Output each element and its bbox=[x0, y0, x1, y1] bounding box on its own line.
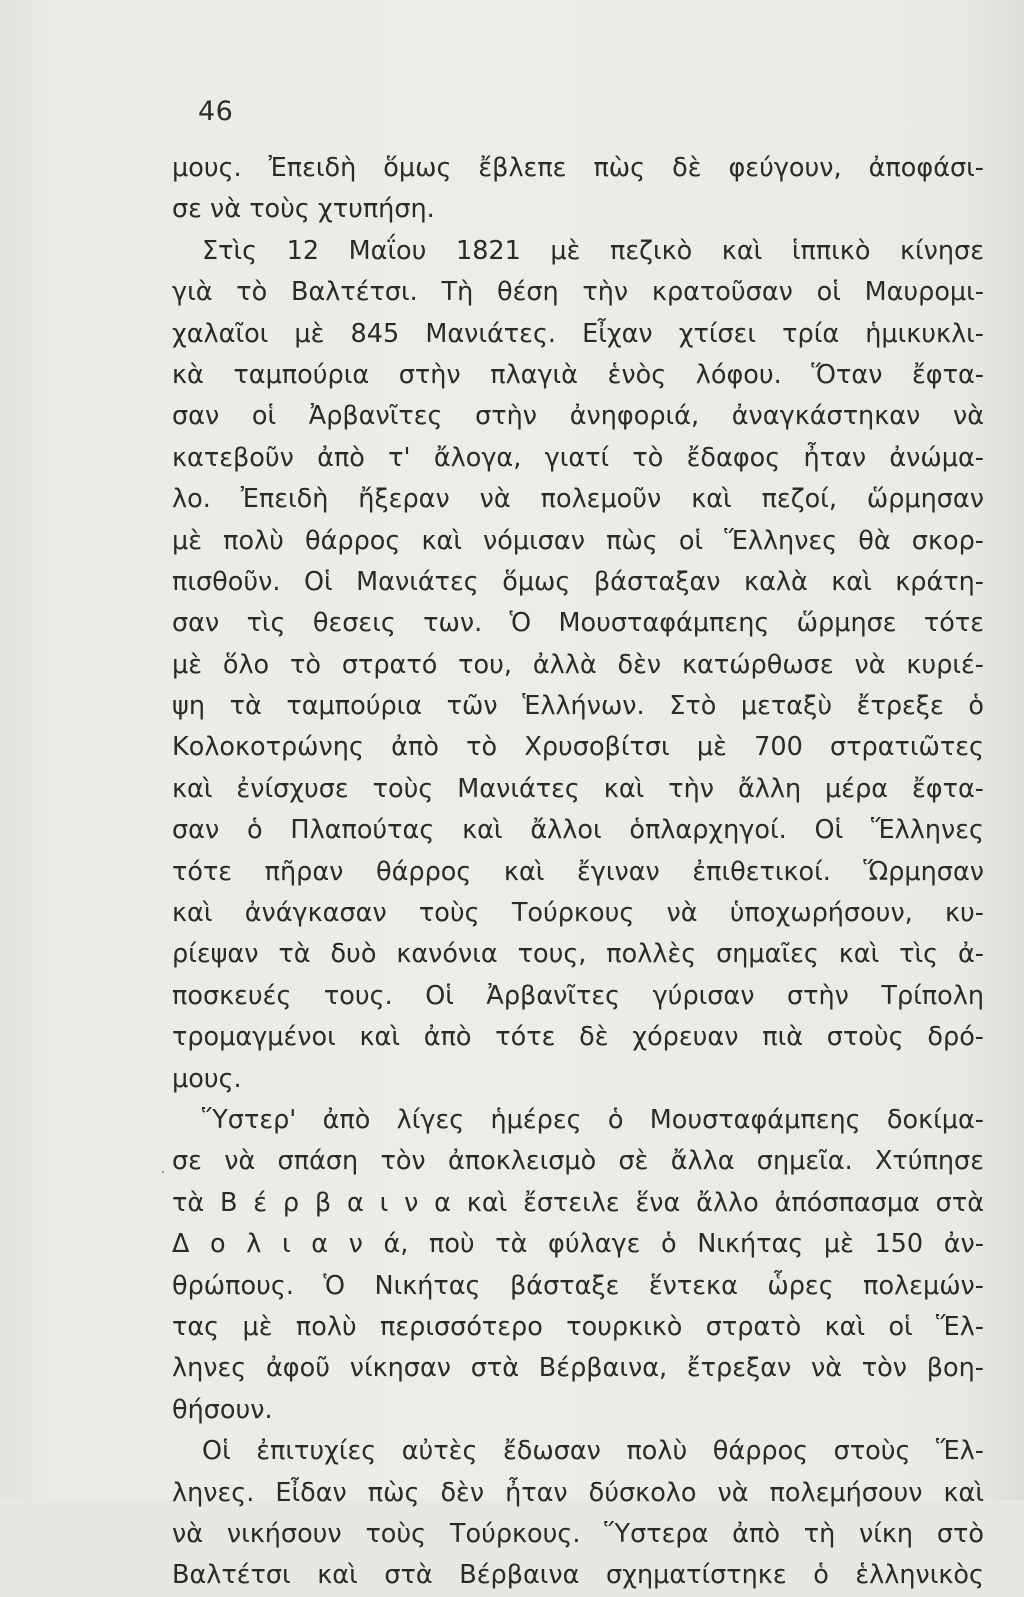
text-line: τὰ Β έ ρ β α ι ν α καὶ ἔστειλε ἕνα ἄλλο ἀπόσπασμα στὰ bbox=[172, 1187, 984, 1218]
text-line: θρώπους. Ὁ Νικήτας βάσταξε ἕντεκα ὧρες πολεμών- bbox=[172, 1270, 984, 1301]
text-line: Δ ο λ ι α ν ά, ποὺ τὰ φύλαγε ὁ Νικήτας μὲ 150 ἀν- bbox=[172, 1229, 984, 1260]
page-number: 46 bbox=[198, 96, 234, 127]
text-line: σε νὰ τοὺς χτυπήση. bbox=[172, 194, 435, 225]
text-line: λο. Ἐπειδὴ ἤξεραν νὰ πολεμοῦν καὶ πεζοί, ὥρμησαν bbox=[172, 484, 984, 515]
text-line: χαλαῖοι μὲ 845 Μανιάτες. Εἶχαν χτίσει τρία ἡμικυκλι- bbox=[172, 318, 984, 349]
text-line: γιὰ τὸ Βαλτέτσι. Τὴ θέση τὴν κρατοῦσαν οἱ Μαυρομι- bbox=[172, 277, 984, 308]
text-line: σαν ὁ Πλαπούτας καὶ ἄλλοι ὁπλαρχηγοί. Οἱ Ἕλληνες bbox=[172, 815, 984, 846]
text-line: πισθοῦν. Οἱ Μανιάτες ὅμως βάσταξαν καλὰ καὶ κράτη- bbox=[172, 566, 984, 597]
text-line: Ὕστερ' ἀπὸ λίγες ἡμέρες ὁ Μουσταφάμπεης δοκίμα- bbox=[202, 1104, 984, 1135]
ink-spot: · bbox=[160, 1162, 166, 1183]
text-line: ληνες. Εἶδαν πὼς δὲν ἦταν δύσκολο νὰ πολεμήσουν καὶ bbox=[172, 1477, 984, 1508]
text-line: ρίεψαν τὰ δυὸ κανόνια τους, πολλὲς σημαῖες καὶ τὶς ἀ- bbox=[172, 939, 984, 970]
text-line: ψη τὰ ταμπούρια τῶν Ἑλλήνων. Στὸ μεταξὺ ἔτρεξε ὁ bbox=[172, 691, 984, 722]
text-line: τότε πῆραν θάρρος καὶ ἔγιναν ἐπιθετικοί. Ὥρμησαν bbox=[172, 856, 984, 887]
text-line: τρομαγμένοι καὶ ἀπὸ τότε δὲ χόρευαν πιὰ στοὺς δρό- bbox=[172, 1022, 984, 1053]
text-line: νὰ νικήσουν τοὺς Τούρκους. Ὕστερα ἀπὸ τὴ νίκη στὸ bbox=[172, 1518, 984, 1549]
text-line: καὶ ἀνάγκασαν τοὺς Τούρκους νὰ ὑποχωρήσουν, κυ- bbox=[172, 898, 984, 929]
text-line: σαν οἱ Ἀρβανῖτες στὴν ἀνηφοριά, ἀναγκάστηκαν νὰ bbox=[172, 401, 984, 432]
text-line: τας μὲ πολὺ περισσότερο τουρκικὸ στρατὸ καὶ οἱ Ἕλ- bbox=[172, 1311, 984, 1342]
text-line: μους. bbox=[172, 1063, 242, 1094]
text-line: κὰ ταμπούρια στὴν πλαγιὰ ἑνὸς λόφου. Ὅταν ἔφτα- bbox=[172, 359, 984, 390]
body-text bbox=[172, 148, 984, 1597]
text-line: κατεβοῦν ἀπὸ τ' ἄλογα, γιατί τὸ ἔδαφος ἦταν ἀνώμα- bbox=[172, 442, 984, 473]
text-line: θήσουν. bbox=[172, 1394, 273, 1425]
text-line: Κολοκοτρώνης ἀπὸ τὸ Χρυσοβίτσι μὲ 700 στρατιῶτες bbox=[172, 732, 984, 763]
text-line: Βαλτέτσι καὶ στὰ Βέρβαινα σχηματίστηκε ὁ ἑλληνικὸς bbox=[172, 1560, 984, 1591]
text-line: μὲ πολὺ θάρρος καὶ νόμισαν πὼς οἱ Ἕλληνες θὰ σκορ- bbox=[172, 525, 984, 556]
text-line: ληνες ἀφοῦ νίκησαν στὰ Βέρβαινα, ἔτρεξαν νὰ τὸν βοη- bbox=[172, 1353, 984, 1384]
text-line: μους. Ἐπειδὴ ὅμως ἔβλεπε πὼς δὲ φεύγουν, ἀποφάσι- bbox=[172, 153, 984, 183]
text-line: σαν τὶς θεσεις των. Ὁ Μουσταφάμπεης ὥρμησε τότε bbox=[172, 608, 984, 639]
text-line: σε νὰ σπάση τὸν ἀποκλεισμὸ σὲ ἄλλα σημεῖα. Χτύπησε bbox=[172, 1146, 984, 1177]
text-line: καὶ ἐνίσχυσε τοὺς Μανιάτες καὶ τὴν ἄλλη μέρα ἔφτα- bbox=[172, 773, 984, 804]
text-line: Οἱ ἐπιτυχίες αὐτὲς ἔδωσαν πολὺ θάρρος στοὺς Ἕλ- bbox=[202, 1436, 984, 1467]
text-line: ποσκευές τους. Οἱ Ἀρβανῖτες γύρισαν στὴν Τρίπολη bbox=[172, 980, 984, 1011]
text-line: μὲ ὅλο τὸ στρατό του, ἀλλὰ δὲν κατώρθωσε νὰ κυριέ- bbox=[172, 649, 984, 680]
text-line: Στὶς 12 Μαΐου 1821 μὲ πεζικὸ καὶ ἱππικὸ κίνησε bbox=[202, 235, 984, 266]
